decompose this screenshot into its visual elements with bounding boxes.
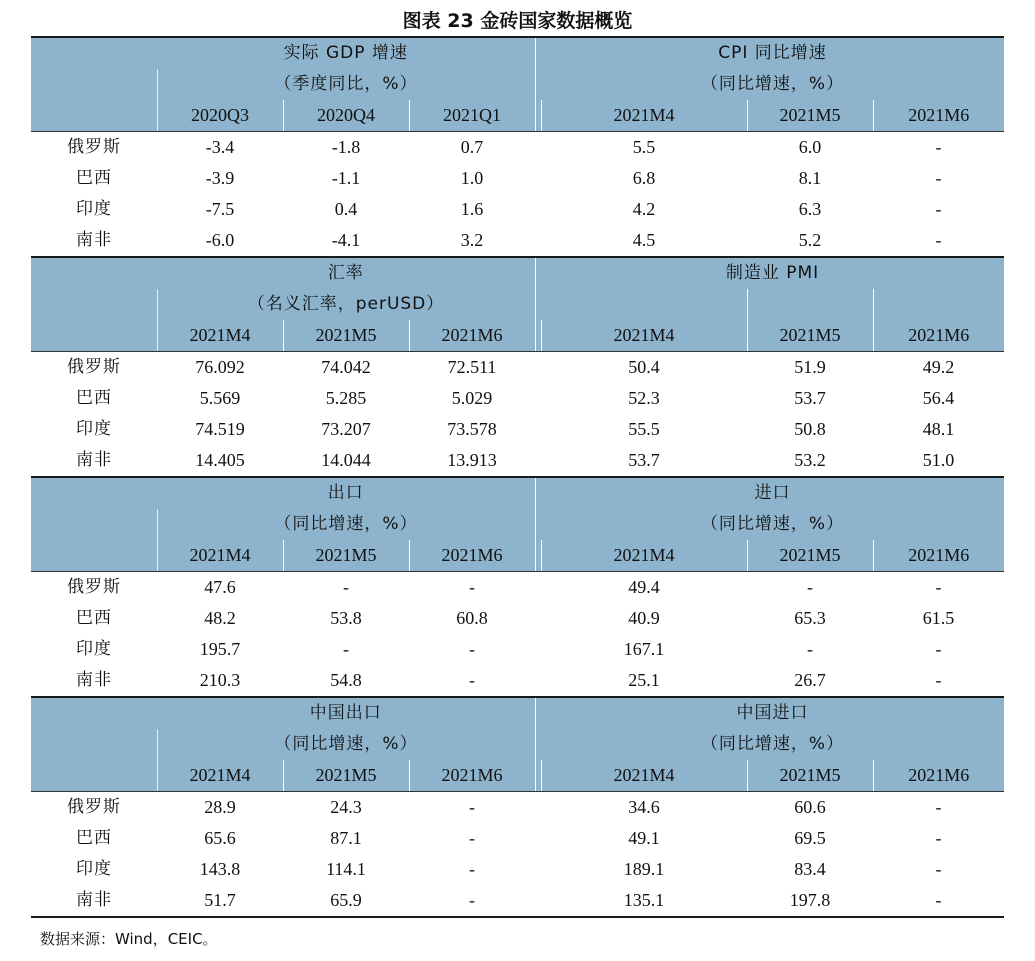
left-value-cell: 60.8: [456, 608, 488, 628]
left-column-header: 2020Q3: [157, 100, 283, 132]
country-label: 印度: [76, 199, 112, 219]
right-value-cell: 4.5: [541, 225, 747, 257]
section-subtitle-row: [31, 729, 1004, 760]
left-value-cell: 114.1: [326, 859, 366, 879]
right-column-header: 2021M4: [541, 100, 747, 132]
left-value-cell: 87.1: [330, 828, 362, 848]
left-indicator-title: 实际 GDP 增速: [157, 37, 535, 69]
country-label: 俄罗斯: [67, 577, 121, 597]
section-columns-row: [31, 320, 1004, 352]
left-value-cell: 72.511: [447, 357, 497, 377]
left-value-cell: -3.4: [205, 137, 235, 157]
right-value-cell: -: [935, 797, 942, 817]
left-value-cell: 48.2: [204, 608, 236, 628]
section-title-row: [31, 477, 1004, 509]
right-value-cell: 52.3: [628, 388, 660, 408]
header-corner: [31, 100, 157, 132]
header-corner: [31, 477, 157, 509]
left-value-cell: 1.0: [460, 168, 484, 188]
left-value-cell: 65.6: [204, 828, 236, 848]
left-value-cell: 76.092: [195, 357, 245, 377]
left-value-cell: 51.7: [157, 885, 283, 917]
right-column-header: 2021M4: [541, 540, 747, 572]
left-value-cell: 74.519: [195, 419, 245, 439]
right-value-cell: 60.6: [794, 797, 826, 817]
right-value-cell: 189.1: [623, 859, 665, 879]
section-title-row: [31, 37, 1004, 69]
right-column-header: 2021M5: [747, 540, 873, 572]
right-value-cell: -: [873, 225, 1004, 257]
table-row: [31, 352, 1004, 384]
left-value-cell: -: [409, 665, 535, 697]
right-column-header: 2021M6: [873, 100, 1004, 132]
right-value-cell: 49.2: [922, 357, 955, 377]
country-label: 印度: [76, 419, 112, 439]
header-corner: [31, 540, 157, 572]
right-value-cell: -: [873, 665, 1004, 697]
left-value-cell: 5.029: [451, 388, 493, 408]
right-value-cell: 167.1: [623, 639, 665, 659]
left-indicator-title: 汇率: [157, 257, 535, 289]
right-value-cell: 53.7: [541, 445, 747, 477]
left-value-cell: 1.6: [460, 199, 484, 219]
right-value-cell: 6.3: [798, 199, 822, 219]
left-value-cell: 5.569: [199, 388, 241, 408]
right-column-header: 2021M4: [541, 760, 747, 792]
left-column-header: 2021M6: [409, 760, 535, 792]
section-subtitle-row: [31, 69, 1004, 100]
right-column-header: 2021M6: [873, 540, 1004, 572]
left-indicator-title: 出口: [157, 477, 535, 509]
country-label: 印度: [76, 639, 112, 659]
table-row: [31, 854, 1004, 885]
country-label: 俄罗斯: [67, 357, 121, 377]
left-value-cell: 28.9: [204, 797, 236, 817]
right-indicator-subtitle: （同比增速，%）: [541, 729, 1004, 760]
left-value-cell: 3.2: [409, 225, 535, 257]
table-row: [31, 132, 1004, 164]
right-value-cell: 51.0: [873, 445, 1004, 477]
country-label: 俄罗斯: [67, 137, 121, 157]
left-indicator-subtitle: （季度同比，%）: [157, 69, 535, 100]
right-value-cell: 53.7: [794, 388, 826, 408]
left-value-cell: -: [469, 828, 475, 848]
left-indicator-subtitle: （名义汇率，perUSD）: [157, 289, 535, 320]
left-value-cell: -4.1: [283, 225, 409, 257]
table-row: [31, 414, 1004, 445]
country-label: 巴西: [76, 388, 112, 408]
left-value-cell: 74.042: [321, 357, 371, 377]
country-label: 南非: [31, 885, 157, 917]
table-row: [31, 792, 1004, 824]
right-value-cell: -: [807, 577, 813, 597]
right-column-header: 2021M6: [873, 760, 1004, 792]
right-value-cell: 51.9: [794, 357, 826, 377]
left-column-header: 2021Q1: [409, 100, 535, 132]
header-corner: [31, 69, 157, 100]
table-row: [31, 572, 1004, 604]
left-value-cell: 14.044: [283, 445, 409, 477]
section-title-row: [31, 697, 1004, 729]
right-subtitle-blank: [747, 289, 873, 320]
country-label: 南非: [31, 445, 157, 477]
table-row: [31, 194, 1004, 225]
right-value-cell: 5.5: [632, 137, 656, 157]
section-columns-row: [31, 540, 1004, 572]
header-corner: [31, 289, 157, 320]
left-value-cell: -: [469, 639, 475, 659]
right-value-cell: 50.4: [628, 357, 660, 377]
right-value-cell: 26.7: [747, 665, 873, 697]
left-value-cell: 143.8: [199, 859, 241, 879]
left-column-header: 2021M5: [283, 320, 409, 352]
table-row: [31, 603, 1004, 634]
right-value-cell: 49.4: [628, 577, 660, 597]
left-value-cell: 73.207: [321, 419, 371, 439]
right-value-cell: -: [935, 137, 942, 157]
right-value-cell: 83.4: [794, 859, 826, 879]
right-column-header: 2021M4: [541, 320, 747, 352]
source-note: 数据来源：Wind，CEIC。: [40, 930, 218, 948]
left-value-cell: 47.6: [204, 577, 236, 597]
section-title-row: [31, 257, 1004, 289]
right-value-cell: -: [807, 639, 813, 659]
right-value-cell: 4.2: [632, 199, 656, 219]
section-subtitle-row: [31, 289, 1004, 320]
left-value-cell: 0.7: [460, 137, 484, 157]
left-column-header: 2021M4: [157, 540, 283, 572]
header-corner: [31, 320, 157, 352]
right-column-header: 2021M5: [747, 320, 873, 352]
header-corner: [31, 257, 157, 289]
section-columns-row: [31, 100, 1004, 132]
right-value-cell: 65.3: [794, 608, 826, 628]
left-column-header: 2021M4: [157, 320, 283, 352]
right-value-cell: 34.6: [628, 797, 660, 817]
figure-title: 图表 23 金砖国家数据概览: [402, 10, 633, 32]
left-value-cell: 195.7: [199, 639, 241, 659]
left-value-cell: -3.9: [205, 168, 235, 188]
left-value-cell: 14.405: [157, 445, 283, 477]
right-value-cell: 49.1: [628, 828, 660, 848]
left-value-cell: 5.285: [325, 388, 367, 408]
table-row: [31, 885, 1004, 917]
right-value-cell: 55.5: [628, 419, 660, 439]
table-row: [31, 225, 1004, 257]
right-value-cell: 50.8: [794, 419, 826, 439]
left-indicator-title: 中国出口: [157, 697, 535, 729]
left-value-cell: -: [343, 639, 349, 659]
left-value-cell: -: [469, 859, 475, 879]
country-label: 南非: [31, 665, 157, 697]
right-column-header: 2021M5: [747, 100, 873, 132]
table-row: [31, 823, 1004, 854]
right-value-cell: 40.9: [628, 608, 660, 628]
left-column-header: 2021M6: [409, 540, 535, 572]
table-row: [31, 445, 1004, 477]
country-label: 巴西: [76, 608, 112, 628]
country-label: 南非: [31, 225, 157, 257]
right-value-cell: -: [935, 828, 942, 848]
right-indicator-subtitle: （同比增速，%）: [541, 509, 1004, 540]
left-value-cell: 13.913: [409, 445, 535, 477]
right-value-cell: -: [873, 885, 1004, 917]
left-column-header: 2020Q4: [283, 100, 409, 132]
right-indicator-subtitle: （同比增速，%）: [541, 69, 1004, 100]
right-value-cell: -: [935, 199, 942, 219]
left-value-cell: 24.3: [330, 797, 362, 817]
section-columns-row: [31, 760, 1004, 792]
table-row: [31, 163, 1004, 194]
right-value-cell: 61.5: [922, 608, 955, 628]
left-value-cell: -6.0: [157, 225, 283, 257]
right-value-cell: -: [935, 639, 942, 659]
left-value-cell: -: [343, 577, 349, 597]
left-value-cell: -7.5: [205, 199, 235, 219]
left-indicator-subtitle: （同比增速，%）: [157, 509, 535, 540]
right-value-cell: 56.4: [922, 388, 955, 408]
left-value-cell: -: [469, 797, 475, 817]
header-corner: [31, 729, 157, 760]
right-value-cell: 53.2: [747, 445, 873, 477]
left-column-header: 2021M5: [283, 540, 409, 572]
right-value-cell: 197.8: [747, 885, 873, 917]
country-label: 巴西: [76, 168, 112, 188]
left-value-cell: -: [469, 577, 475, 597]
table-row: [31, 665, 1004, 697]
left-column-header: 2021M5: [283, 760, 409, 792]
header-corner: [31, 509, 157, 540]
brics-data-table: [31, 36, 1004, 918]
right-indicator-title: CPI 同比增速: [541, 37, 1004, 69]
left-column-header: 2021M4: [157, 760, 283, 792]
right-value-cell: 135.1: [541, 885, 747, 917]
right-value-cell: 25.1: [541, 665, 747, 697]
right-value-cell: -: [935, 577, 942, 597]
left-value-cell: 65.9: [283, 885, 409, 917]
left-value-cell: 73.578: [447, 419, 497, 439]
table-row: [31, 383, 1004, 414]
left-column-header: 2021M6: [409, 320, 535, 352]
right-indicator-title: 中国进口: [541, 697, 1004, 729]
right-column-header: 2021M5: [747, 760, 873, 792]
left-value-cell: -1.8: [331, 137, 361, 157]
right-value-cell: 8.1: [798, 168, 822, 188]
right-indicator-title: 制造业 PMI: [541, 257, 1004, 289]
right-subtitle-blank: [541, 289, 747, 320]
table-row: [31, 634, 1004, 665]
right-subtitle-blank: [873, 289, 1004, 320]
right-indicator-title: 进口: [541, 477, 1004, 509]
left-value-cell: -: [409, 885, 535, 917]
right-value-cell: 6.0: [798, 137, 822, 157]
header-corner: [31, 37, 157, 69]
right-value-cell: 48.1: [922, 419, 955, 439]
right-value-cell: -: [935, 859, 942, 879]
right-value-cell: -: [935, 168, 942, 188]
country-label: 巴西: [76, 828, 112, 848]
country-label: 印度: [76, 859, 112, 879]
right-value-cell: 69.5: [794, 828, 826, 848]
left-value-cell: 210.3: [157, 665, 283, 697]
left-value-cell: 0.4: [334, 199, 358, 219]
section-subtitle-row: [31, 509, 1004, 540]
left-value-cell: 53.8: [330, 608, 362, 628]
header-corner: [31, 760, 157, 792]
right-value-cell: 5.2: [747, 225, 873, 257]
left-value-cell: 54.8: [283, 665, 409, 697]
header-corner: [31, 697, 157, 729]
right-value-cell: 6.8: [632, 168, 656, 188]
left-value-cell: -1.1: [331, 168, 361, 188]
left-indicator-subtitle: （同比增速，%）: [157, 729, 535, 760]
country-label: 俄罗斯: [67, 797, 121, 817]
right-column-header: 2021M6: [873, 320, 1004, 352]
